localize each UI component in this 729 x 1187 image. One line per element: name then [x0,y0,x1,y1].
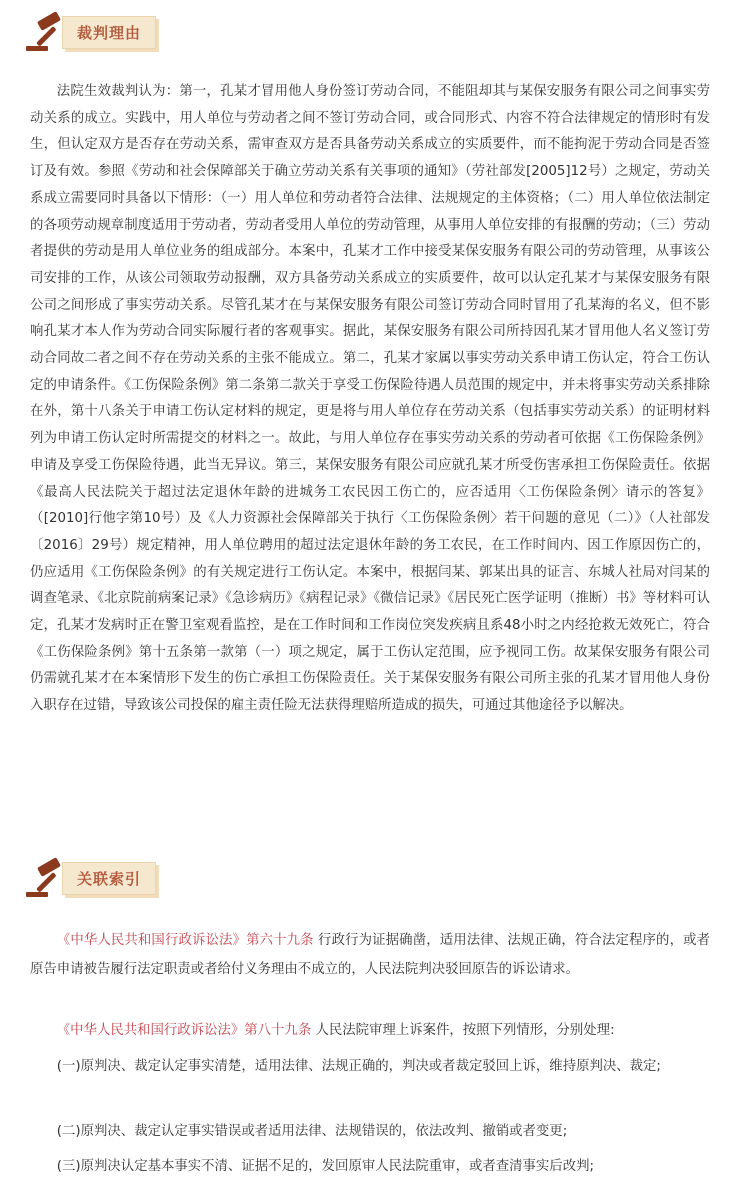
law-text: 人民法院审理上诉案件，按照下列情形，分别处理: [311,1023,615,1038]
law-clause: (三)原判决认定基本事实不清、证据不足的，发回原审人民法院重审，或者查清事实后改判; [56,1159,594,1174]
law-clause: (二)原判决、裁定认定事实错误或者适用法律、法规错误的，依法改判、撤销或者变更; [56,1124,568,1139]
law-reference-link[interactable]: 《中华人民共和国行政诉讼法》第六十九条 [56,933,314,948]
gavel-icon [24,856,68,900]
related-item [30,926,710,984]
gavel-icon [24,10,68,54]
section-title: 关联索引 [62,862,156,895]
law-text: 行政行为证据确凿，适用法律、法规正确，符合法定程序的，或者原告申请被告履行法定职责或者给付义务理由不成立的，人民法院判决驳回原告的诉讼请求。 [30,933,710,977]
section-header-reasoning [24,10,156,54]
section-header-related [24,856,156,900]
related-item [30,1016,710,1045]
law-clause: (一)原判决、裁定认定事实清楚，适用法律、法规正确的，判决或者裁定驳回上诉，维持原判决、裁定; [56,1059,661,1074]
reasoning-paragraph: 法院生效裁判认为：第一，孔某才冒用他人身份签订劳动合同，不能阻却其与某保安服务有限公司之间事实劳动关系的成立。实践中，用人单位与劳动者之间不签订劳动合同，或合同形式、内容不符合法律规定的情形时有发生，但认定双方是否存在劳动关系，需审查双方是否具备劳动关系成立的实质要件，而不能拘泥于劳动合同是否签订及有效。参照《劳动和社会保障部关于确立劳动关系有关事项的通知》（劳社部发[2005]12号）之规定，劳动关系成立需要同时具备以下情形：（一）用人单位和劳动者符合法律、法规规定的主体资格；（二）用人单位依法制定的各项劳动规章制度适用于劳动者，劳动者受用人单位的劳动管理，从事用人单位安排的有报酬的劳动；（三）劳动者提供的劳动是用人单位业务的组成部分。本案中，孔某才工作中接受某保安服务有限公司的劳动管理，从事该公司安排的工作，从该公司领取劳动报酬，双方具备劳动关系成立的实质要件，故可以认定孔某才与某保安服务有限公司之间形成了事实劳动关系。尽管孔某才在与某保安服务有限公司签订劳动合同时冒用了孔某海的名义，但不影响孔某才本人作为劳动合同实际履行者的客观事实。据此，某保安服务有限公司所持因孔某才冒用他人名义签订劳动合同故二者之间不存在劳动关系的主张不能成立。第二，孔某才家属以事实劳动关系申请工伤认定，符合工伤认定的申请条件。《工伤保险条例》第二条第二款关于享受工伤保险待遇人员范围的规定中，并未将事实劳动关系排除在外，第十八条关于申请工伤认定材料的规定，更是将与用人单位存在劳动关系（包括事实劳动关系）的证明材料列为申请工伤认定时所需提交的材料之一。故此，与用人单位存在事实劳动关系的劳动者可依据《工伤保险条例》申请及享受工伤保险待遇，此当无异议。第三，某保安服务有限公司应就孔某才所受伤害承担工伤保险责任。依据《最高人民法院关于超过法定退休年龄的进城务工农民因工伤亡的，应否适用〈工伤保险条例〉请示的答复》（[2010]行他字第10号）及《人力资源社会保障部关于执行〈工伤保险条例〉若干问题的意见（二）》（人社部发〔2016〕29号）规定精神，用人单位聘用的超过法定退休年龄的务工农民，在工作时间内、因工作原因伤亡的，仍应适用《工伤保险条例》的有关规定进行工伤认定。本案中，根据闫某、郭某出具的证言、东城人社局对闫某的调查笔录、《北京院前病案记录》《急诊病历》《病程记录》《微信记录》《居民死亡医学证明（推断）书》等材料可认定，孔某才发病时正在警卫室观看监控，是在工作时间和工作岗位突发疾病且系48小时之内经抢救无效死亡，符合《工伤保险条例》第十五条第一款第（一）项之规定，属于工伤认定范围，应予视同工伤。故某保安服务有限公司仍需就孔某才在本案情形下发生的伤亡承担工伤保险责任。关于某保安服务有限公司所主张的孔某才冒用他人身份入职存在过错，导致该公司投保的雇主责任险无法获得理赔所造成的损失，可通过其他途径予以解决。 [30,84,710,714]
law-reference-link[interactable]: 《中华人民共和国行政诉讼法》第八十九条 [56,1023,312,1038]
section-title: 裁判理由 [62,16,156,49]
